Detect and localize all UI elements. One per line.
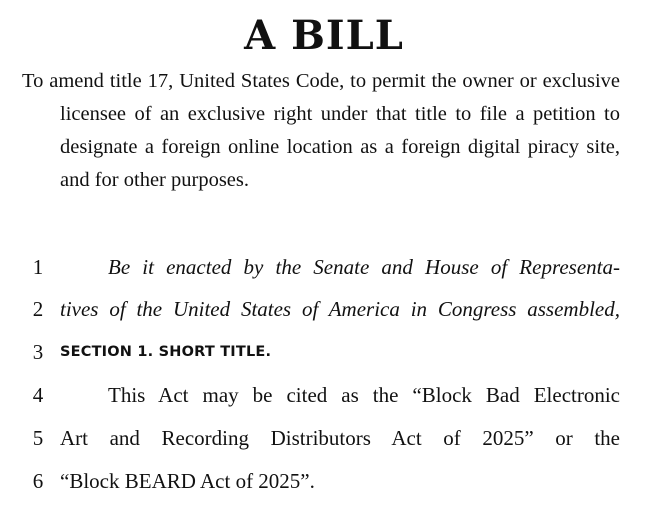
bill-line [0, 418, 648, 458]
bill-purpose: To amend title 17, United States Code, to permit the owner or exclusive licensee of an exclusive right under that title to file a petition to designate a foreign online location as a foreign digital piracy site, and for other purposes. [22, 70, 620, 191]
line-number: 2 [32, 297, 44, 321]
line-number: 6 [32, 469, 44, 493]
bill-line [0, 289, 648, 329]
line-number: 3 [32, 340, 44, 364]
line-number: 5 [32, 426, 44, 450]
enacting-clause-line: Be it enacted by the Senate and House of Representa- [108, 255, 620, 279]
section-text-line: Art and Recording Distributors Act of 2025” or the [60, 426, 620, 450]
bill-line [0, 332, 648, 372]
line-number: 4 [32, 383, 44, 407]
bill-line [0, 375, 648, 415]
bill-title: A BILL [244, 12, 404, 59]
section-heading: SECTION 1. SHORT TITLE. [60, 344, 272, 360]
enacting-clause-line: tives of the United States of America in Congress assembled, [60, 297, 620, 321]
line-number: 1 [32, 255, 44, 279]
bill-line [0, 247, 648, 287]
section-text-line: This Act may be cited as the “Block Bad Electronic [108, 383, 620, 407]
bill-line [0, 461, 648, 501]
section-text-line: “Block BEARD Act of 2025”. [60, 469, 315, 493]
